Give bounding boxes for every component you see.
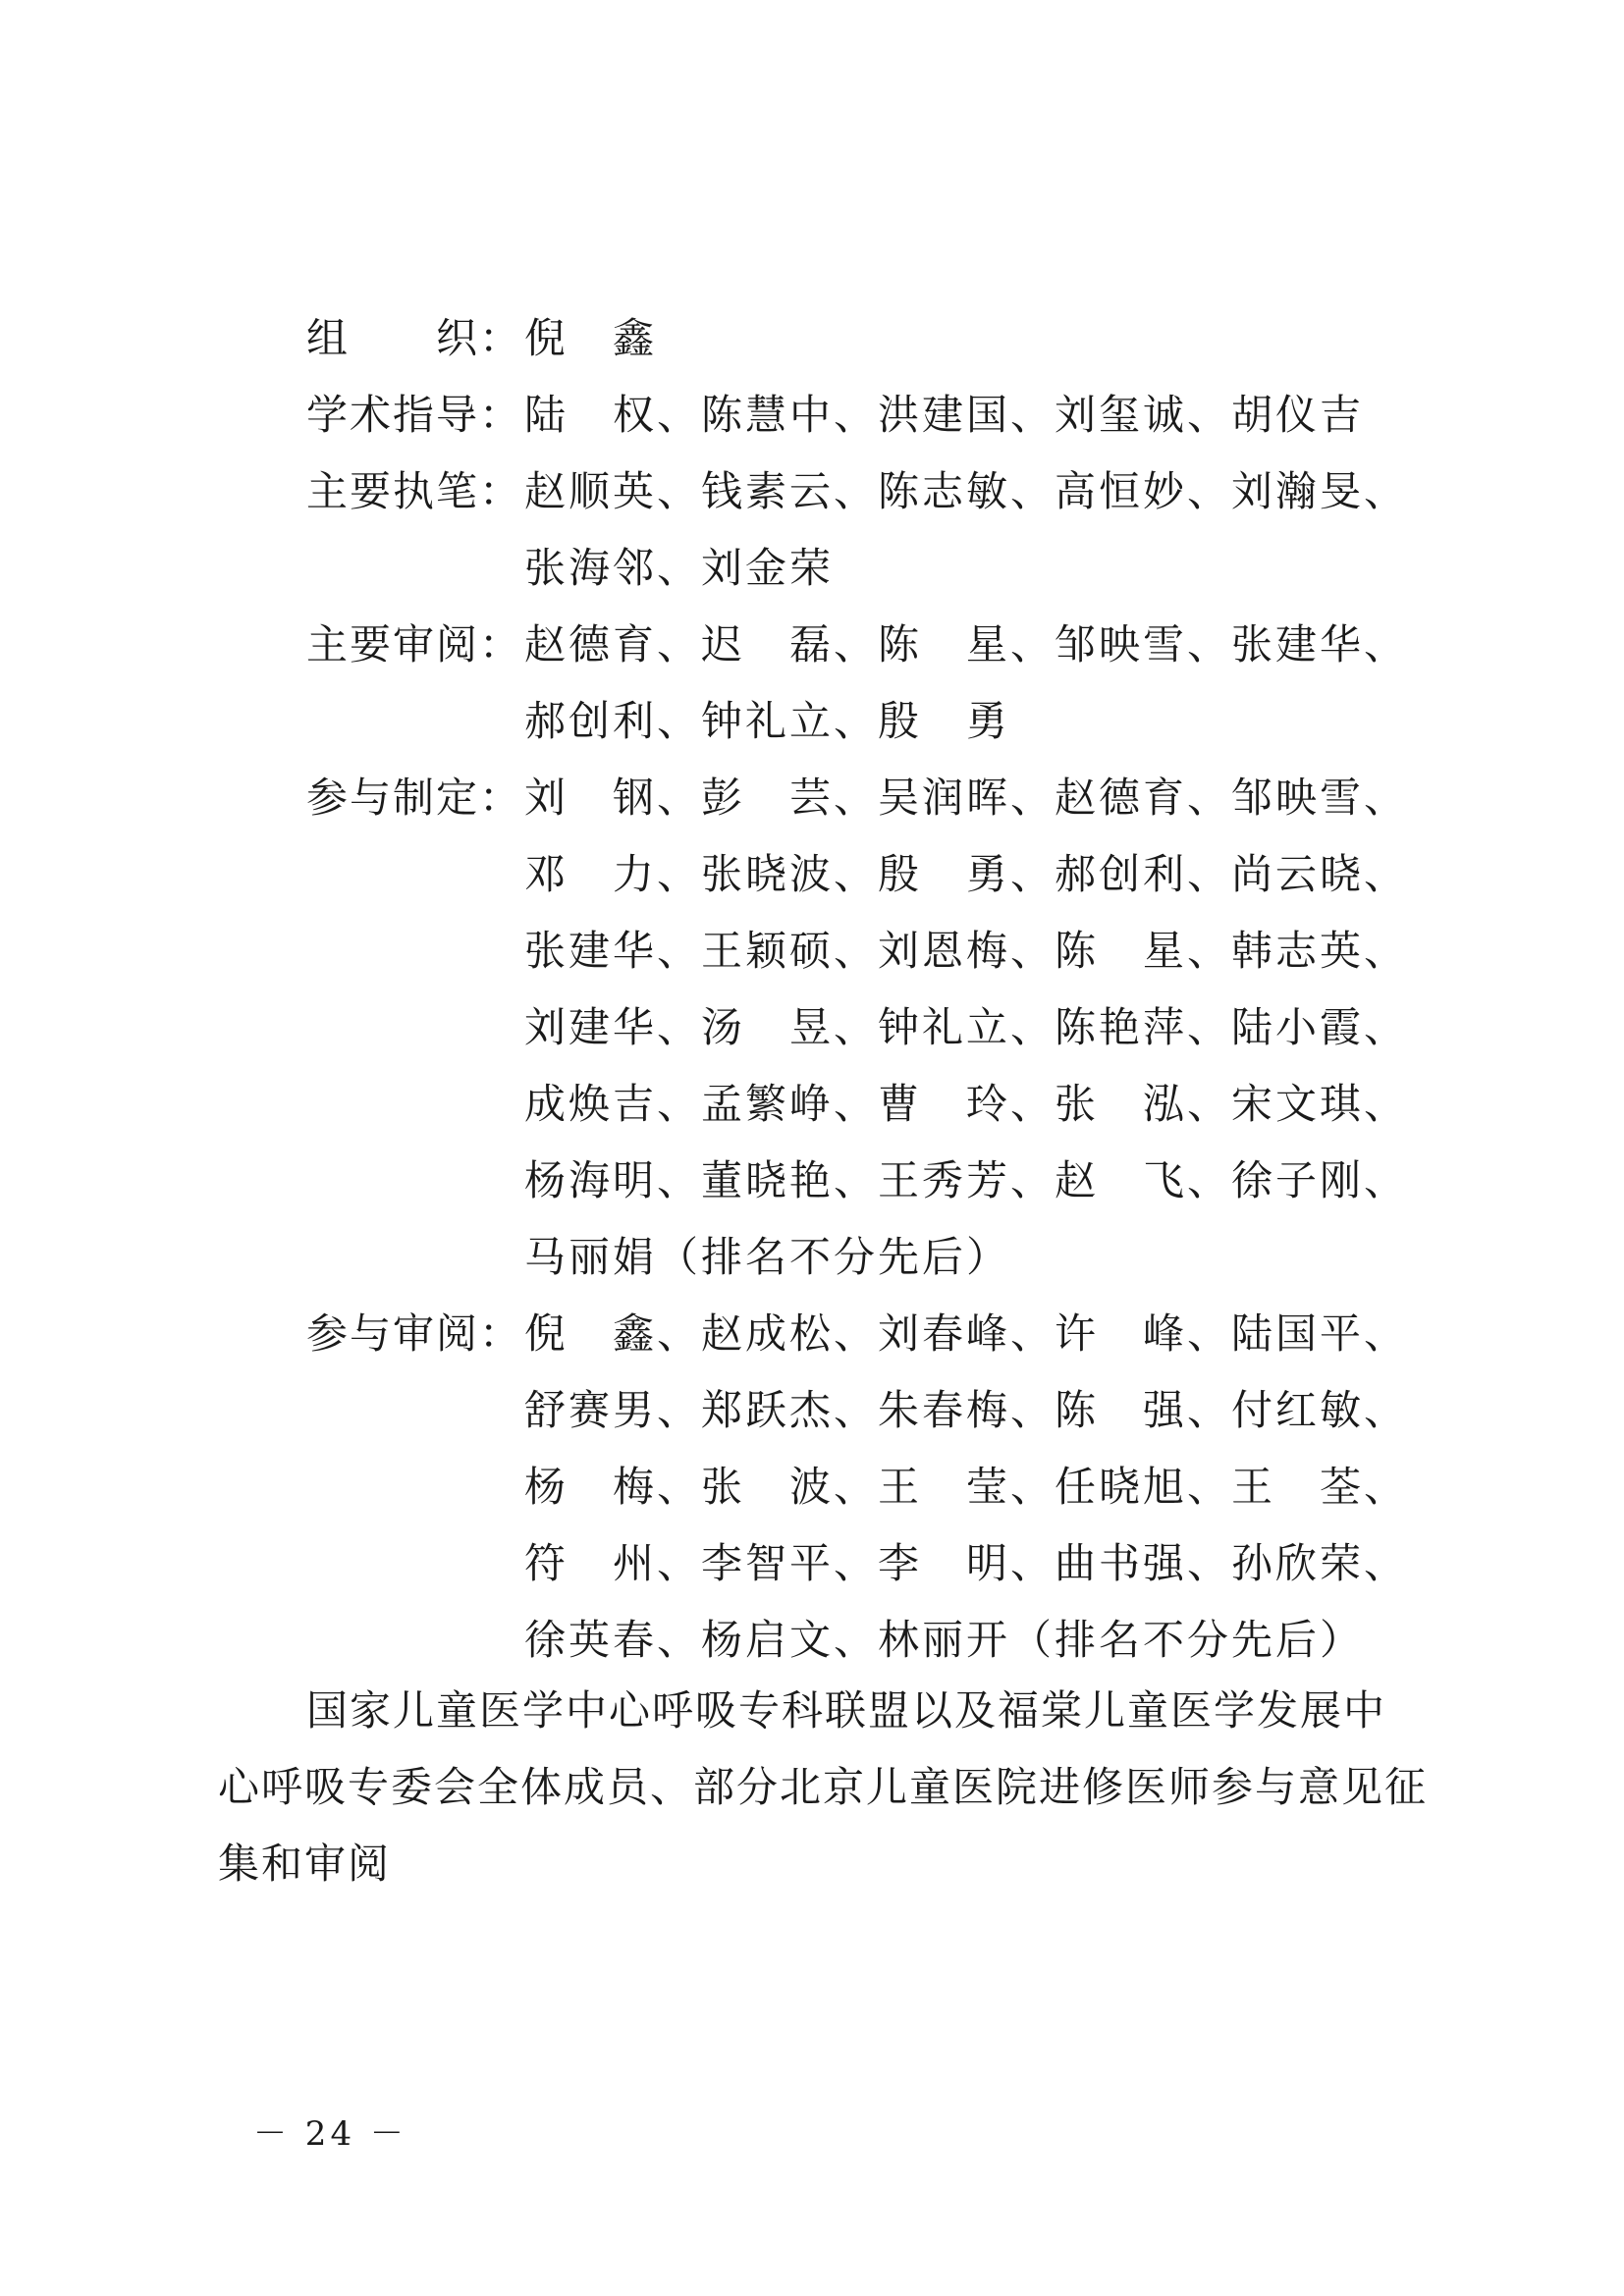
name-line: 马丽娟（排名不分先后） [524, 1233, 1011, 1281]
name-line: 陆 权、陈慧中、洪建国、刘玺诚、胡仪吉 [524, 391, 1365, 439]
credit-names [524, 760, 1408, 1296]
name-line: 倪 鑫 [524, 314, 658, 362]
acknowledgement-paragraph [218, 1673, 1435, 1902]
name-line: 倪 鑫、赵成松、刘春峰、许 峰、陆国平、 [524, 1309, 1409, 1358]
credit-row-main-reviewers [306, 607, 1409, 760]
paragraph-line: 集和审阅 [218, 1840, 392, 1888]
name-line: 邓 力、张晓波、殷 勇、郝创利、尚云晓、 [524, 850, 1409, 898]
credit-row-academic-guidance [306, 377, 1406, 454]
name-line: 刘 钢、彭 芸、吴润晖、赵德育、邹映雪、 [524, 774, 1409, 822]
paragraph-line: 国家儿童医学中心呼吸专科联盟以及福棠儿童医学发展中 [306, 1686, 1387, 1735]
name-line: 杨海明、董晓艳、王秀芳、赵 飞、徐子刚、 [524, 1156, 1409, 1204]
name-line: 张海邻、刘金荣 [524, 544, 835, 592]
credits-list [306, 300, 1409, 1679]
credit-label: 主要执笔： [306, 467, 523, 515]
credit-row-organizer [306, 300, 1406, 377]
name-line: 舒赛男、郑跃杰、朱春梅、陈 强、付红敏、 [524, 1386, 1409, 1434]
credit-names [524, 377, 1406, 454]
credit-row-participants [306, 760, 1409, 1296]
name-line: 杨 梅、张 波、王 莹、任晓旭、王 荃、 [524, 1463, 1409, 1511]
paragraph-line: 心呼吸专委会全体成员、部分北京儿童医院进修医师参与意见征 [218, 1763, 1429, 1811]
credit-names [524, 300, 1406, 377]
name-line: 赵德育、迟 磊、陈 星、邹映雪、张建华、 [524, 620, 1409, 668]
credit-label: 学术指导： [306, 391, 523, 439]
credit-label: 参与制定： [306, 774, 523, 822]
name-line: 成焕吉、孟繁峥、曹 玲、张 泓、宋文琪、 [524, 1080, 1409, 1128]
page-number: － 24 － [253, 2114, 407, 2154]
credit-row-main-authors [306, 454, 1409, 607]
name-line: 徐英春、杨启文、林丽开（排名不分先后） [524, 1616, 1365, 1664]
credit-row-participating-reviewers [306, 1296, 1409, 1679]
name-line: 张建华、王颖硕、刘恩梅、陈 星、韩志英、 [524, 927, 1409, 975]
credit-label: 参与审阅： [306, 1309, 523, 1358]
name-line: 符 州、李智平、李 明、曲书强、孙欣荣、 [524, 1539, 1409, 1587]
credit-names [524, 454, 1408, 607]
name-line: 郝创利、钟礼立、殷 勇 [524, 697, 1011, 745]
credit-label: 组 织： [306, 314, 523, 362]
credit-names [524, 607, 1408, 760]
name-line: 刘建华、汤 昱、钟礼立、陈艳萍、陆小霞、 [524, 1003, 1409, 1051]
name-line: 赵顺英、钱素云、陈志敏、高恒妙、刘瀚旻、 [524, 467, 1409, 515]
credit-names [524, 1296, 1408, 1679]
credit-label: 主要审阅： [306, 620, 523, 668]
